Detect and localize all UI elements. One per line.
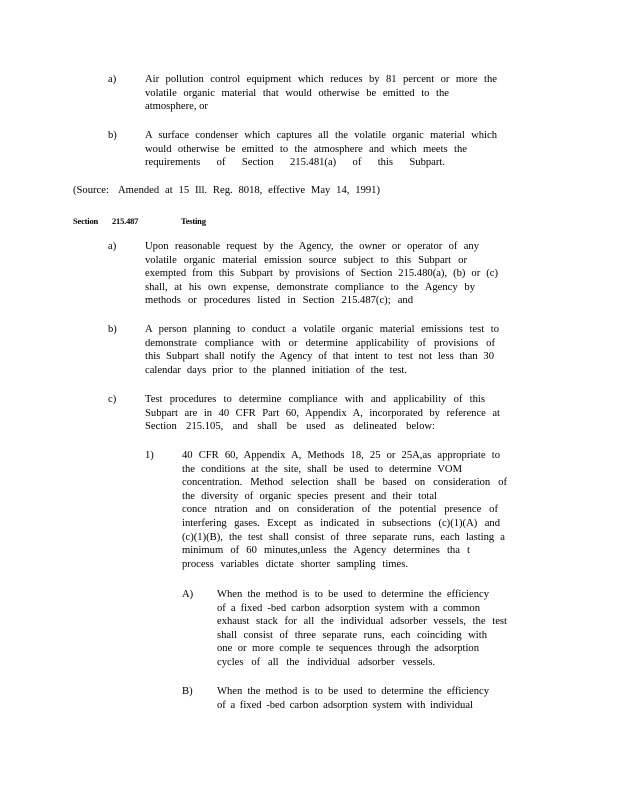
clause-text [182,449,507,571]
text-line: volatile organic material emission source subject to this Subpart or [145,254,467,266]
text-line: shall consist of three separate runs, each coinciding with [217,629,487,641]
text-line: 40 CFR 60, Appendix A, Methods 18, 25 or 25A,as appropriate to [182,450,500,461]
clause-label: a) [108,74,117,85]
clause-label: b) [108,130,117,141]
text-line: cycles of all the individual adsorber vessels. [217,656,435,668]
text-line: Amended at 15 Ill. Reg. 8018, effective May 14, 1991) [118,185,380,196]
clause-label: B) [182,686,193,697]
text-line: exempted from this Subpart by provisions of Section 215.480(a), (b) or (c) [145,268,498,280]
text-line: atmosphere, or [145,101,208,113]
text-line: Test procedures to determine compliance with and applicability of this [145,394,485,405]
text-line: Air pollution control equipment which reduces by 81 percent or more the [145,74,497,85]
text-line: Subpart are in 40 CFR Part 60, Appendix A, incorporated by reference at [145,407,500,419]
text-line: A surface condenser which captures all the volatile organic material which [145,130,497,141]
section-word: Section [73,216,99,226]
text-line: calendar days prior to the planned initiation of the test. [145,364,407,376]
clause-text [145,393,500,434]
text-line: requirements of Section 215.481(a) of this Subpart. [145,157,445,169]
clause-text [145,73,497,114]
clause-label: A) [182,589,194,600]
text-line: the diversity of organic species present and their total [182,490,437,502]
source-text [118,184,380,198]
text-line: demonstrate compliance with or determine applicability of provisions of [145,337,495,349]
text-line: the conditions at the site, shall be used to determine VOM [182,463,462,475]
text-line: process variables dictate shorter sampling times. [182,558,408,570]
section-heading [0,215,618,229]
text-line: A person planning to conduct a volatile organic material emissions test to [145,324,499,335]
clause-a-equipment [0,73,618,117]
subclause-A-common-stack [0,588,618,674]
text-line: Upon reasonable request by the Agency, the owner or operator of any [145,241,479,252]
clause-b-notification [0,323,618,381]
text-line: of a fixed -bed carbon adsorption system with individual [217,699,473,711]
subclause-1-methods [0,449,618,575]
clause-text [217,685,507,712]
text-line: concentration. Method selection shall be based on consideration of [182,477,507,489]
text-line: When the method is to be used to determine the efficiency [217,589,489,600]
clause-text [217,588,507,670]
section-title: Testing [181,216,206,226]
text-line: volatile organic material that would otherwise be emitted to the [145,87,449,99]
text-line: interfering gases. Except as indicated in subsections (c)(1)(A) and [182,517,500,529]
clause-label: a) [108,241,117,252]
text-line: methods or procedures listed in Section 215.487(c); and [145,295,413,307]
clause-text [145,129,497,170]
text-line: one or more comple te sequences through the adsorption [217,643,479,655]
text-line: would otherwise be emitted to the atmosphere and which meets the [145,143,467,155]
clause-label: c) [108,394,117,405]
text-line: Section 215.105, and shall be used as delineated below: [145,421,435,433]
text-line: this Subpart shall notify the Agency of that intent to test not less than 30 [145,351,494,363]
text-line: conce ntration and on consideration of the potential presence of [182,504,498,516]
text-line: (c)(1)(B), the test shall consist of three separate runs, each lasting a [182,531,505,543]
clause-b-condenser [0,129,618,173]
text-line: exhaust stack for all the individual adsorber vessels, the test [217,616,507,628]
source-label: (Source: [73,185,109,196]
clause-a-request [0,240,618,312]
subclause-B-individual [0,685,618,715]
text-line: When the method is to be used to determine the efficiency [217,686,489,697]
text-line: minimum of 60 minutes,unless the Agency determines tha t [182,545,470,557]
section-number: 215.487 [112,216,139,226]
text-line: shall, at his own expense, demonstrate compliance to the Agency by [145,281,475,293]
text-line: of a fixed -bed carbon adsorption system with a common [217,602,480,614]
clause-label: 1) [145,450,154,461]
clause-label: b) [108,324,117,335]
clause-text [145,240,498,308]
source-note [0,184,618,200]
clause-c-procedures [0,393,618,437]
clause-text [145,323,499,377]
